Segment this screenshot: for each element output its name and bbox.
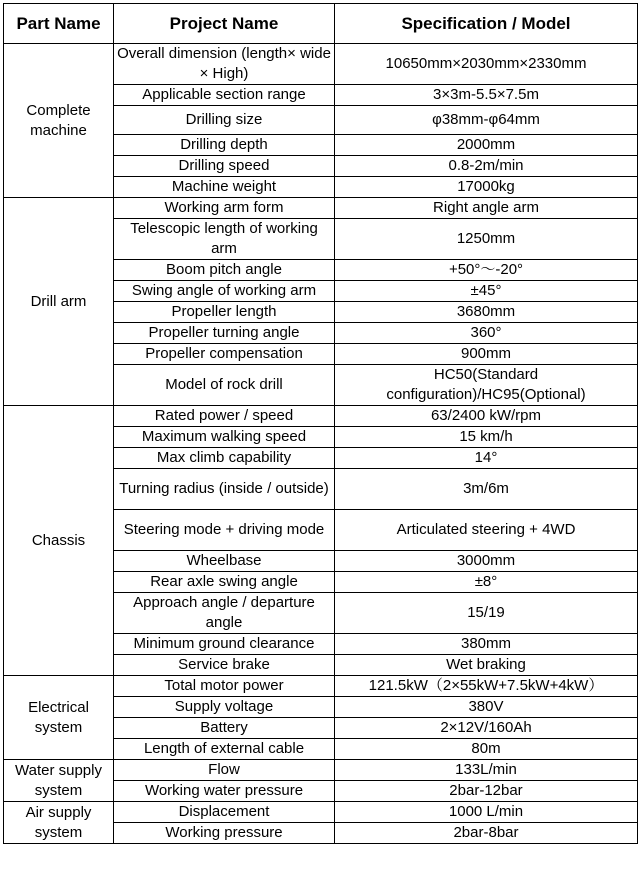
specification-cell: 15/19 bbox=[335, 593, 638, 634]
table-row bbox=[4, 198, 638, 219]
header-row bbox=[4, 4, 638, 44]
table-row bbox=[4, 760, 638, 781]
specification-cell: 63/2400 kW/rpm bbox=[335, 406, 638, 427]
specification-cell: 80m bbox=[335, 739, 638, 760]
project-name-cell: Maximum walking speed bbox=[114, 427, 335, 448]
specification-cell: 121.5kW（2×55kW+7.5kW+4kW） bbox=[335, 676, 638, 697]
table-row bbox=[4, 406, 638, 427]
specification-cell: 3m/6m bbox=[335, 469, 638, 510]
table-body bbox=[4, 44, 638, 844]
project-name-cell: Steering mode + driving mode bbox=[114, 510, 335, 551]
table-header bbox=[4, 4, 638, 44]
project-name-cell: Drilling speed bbox=[114, 156, 335, 177]
project-name-cell: Boom pitch angle bbox=[114, 260, 335, 281]
specification-cell: +50°～-20° bbox=[335, 260, 638, 281]
project-name-cell: Total motor power bbox=[114, 676, 335, 697]
project-name-cell: Max climb capability bbox=[114, 448, 335, 469]
table-row bbox=[4, 802, 638, 823]
part-name-cell: Complete machine bbox=[4, 44, 114, 198]
specification-cell: 3×3m-5.5×7.5m bbox=[335, 85, 638, 106]
project-name-cell: Propeller compensation bbox=[114, 344, 335, 365]
project-name-cell: Swing angle of working arm bbox=[114, 281, 335, 302]
specification-cell: 15 km/h bbox=[335, 427, 638, 448]
specification-cell: 2000mm bbox=[335, 135, 638, 156]
specification-cell: φ38mm-φ64mm bbox=[335, 106, 638, 135]
specification-cell: 3680mm bbox=[335, 302, 638, 323]
specification-cell: 14° bbox=[335, 448, 638, 469]
header-part-name: Part Name bbox=[4, 4, 114, 44]
specification-cell: 2bar-12bar bbox=[335, 781, 638, 802]
project-name-cell: Rear axle swing angle bbox=[114, 572, 335, 593]
specification-cell: 380mm bbox=[335, 634, 638, 655]
specification-cell: Wet braking bbox=[335, 655, 638, 676]
table-row bbox=[4, 676, 638, 697]
project-name-cell: Approach angle / departure angle bbox=[114, 593, 335, 634]
project-name-cell: Propeller length bbox=[114, 302, 335, 323]
part-name-cell: Chassis bbox=[4, 406, 114, 676]
table-row bbox=[4, 44, 638, 85]
project-name-cell: Rated power / speed bbox=[114, 406, 335, 427]
specification-cell: ±8° bbox=[335, 572, 638, 593]
project-name-cell: Model of rock drill bbox=[114, 365, 335, 406]
specification-cell: 360° bbox=[335, 323, 638, 344]
project-name-cell: Turning radius (inside / outside) bbox=[114, 469, 335, 510]
specification-cell: 1000 L/min bbox=[335, 802, 638, 823]
project-name-cell: Working arm form bbox=[114, 198, 335, 219]
specification-cell: Right angle arm bbox=[335, 198, 638, 219]
project-name-cell: Flow bbox=[114, 760, 335, 781]
project-name-cell: Working pressure bbox=[114, 823, 335, 844]
specification-cell: Articulated steering + 4WD bbox=[335, 510, 638, 551]
specification-cell: HC50(Standard configuration)/HC95(Optional) bbox=[335, 365, 638, 406]
project-name-cell: Battery bbox=[114, 718, 335, 739]
project-name-cell: Drilling depth bbox=[114, 135, 335, 156]
project-name-cell: Telescopic length of working arm bbox=[114, 219, 335, 260]
project-name-cell: Drilling size bbox=[114, 106, 335, 135]
specification-cell: 3000mm bbox=[335, 551, 638, 572]
project-name-cell: Minimum ground clearance bbox=[114, 634, 335, 655]
project-name-cell: Displacement bbox=[114, 802, 335, 823]
project-name-cell: Supply voltage bbox=[114, 697, 335, 718]
specification-cell: 17000kg bbox=[335, 177, 638, 198]
header-specification: Specification / Model bbox=[335, 4, 638, 44]
project-name-cell: Working water pressure bbox=[114, 781, 335, 802]
specification-cell: ±45° bbox=[335, 281, 638, 302]
specification-cell: 380V bbox=[335, 697, 638, 718]
specification-cell: 133L/min bbox=[335, 760, 638, 781]
specification-cell: 900mm bbox=[335, 344, 638, 365]
part-name-cell: Water supply system bbox=[4, 760, 114, 802]
specification-cell: 2×12V/160Ah bbox=[335, 718, 638, 739]
part-name-cell: Drill arm bbox=[4, 198, 114, 406]
specification-cell: 10650mm×2030mm×2330mm bbox=[335, 44, 638, 85]
project-name-cell: Length of external cable bbox=[114, 739, 335, 760]
specification-cell: 0.8-2m/min bbox=[335, 156, 638, 177]
specification-cell: 2bar-8bar bbox=[335, 823, 638, 844]
header-project-name: Project Name bbox=[114, 4, 335, 44]
specification-table bbox=[3, 3, 638, 844]
project-name-cell: Applicable section range bbox=[114, 85, 335, 106]
project-name-cell: Overall dimension (length× wide × High) bbox=[114, 44, 335, 85]
part-name-cell: Electrical system bbox=[4, 676, 114, 760]
part-name-cell: Air supply system bbox=[4, 802, 114, 844]
project-name-cell: Wheelbase bbox=[114, 551, 335, 572]
project-name-cell: Machine weight bbox=[114, 177, 335, 198]
specification-cell: 1250mm bbox=[335, 219, 638, 260]
project-name-cell: Service brake bbox=[114, 655, 335, 676]
project-name-cell: Propeller turning angle bbox=[114, 323, 335, 344]
